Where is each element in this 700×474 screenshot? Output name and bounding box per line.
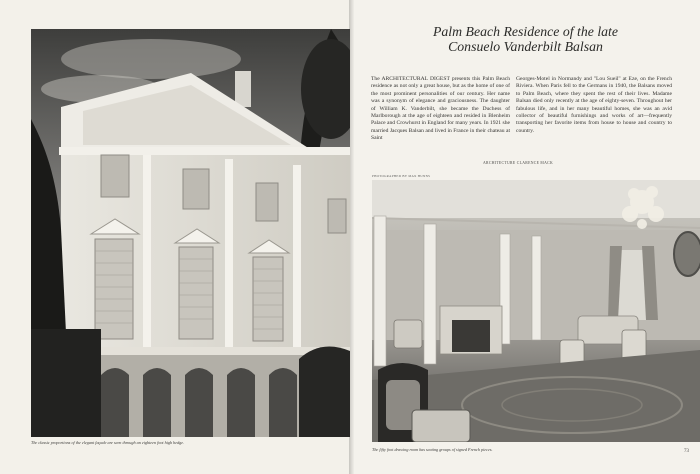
page-number: 73 [684, 449, 689, 454]
title-line-1: Palm Beach Residence of the late [432, 24, 619, 39]
right-photo-caption: The fifty foot drawing room has seating groups of signed French pieces. [372, 447, 493, 452]
drawing-room-photo [372, 180, 700, 442]
article-title [351, 24, 700, 54]
photo-credit: PHOTOGRAPHED BY MAX HUNNS [372, 174, 431, 178]
house-facade-photo [31, 29, 350, 437]
title-line-2: Consuelo Vanderbilt Balsan [448, 39, 603, 54]
article-body-column-1: The ARCHITECTURAL DIGEST presents this Palm Beach residence as not only a great house, but as the home of one of the most prominent personalities of our century. Her name was a synonym of elegance and graciousness. The daughter of William K. Vanderbilt, she became the Duchess of Marlborough at the age of eighteen and resided in Blenheim Palace and Crowhurst in England for many years. In 1921 she married Jacques Balsan and lived in France in their chateau at Saint [371, 76, 510, 142]
architecture-credit: ARCHITECTURE CLARENCE MACK [483, 161, 554, 165]
article-body-column-2: Georges-Motel in Normandy and "Lou Sueil" at Eze, on the French Riviera. When Paris fell to the Germans in 1940, the Balsans moved to Palm Beach, where they spent the rest of their lives. Madame Balsan died only recently at the age of eighty-seven. Throughout her fabulous life, and in her many beautiful homes, she was an avid collector of beautiful furnishings and works of art—frequently transporting her favorite items from house to house and country to country. [516, 76, 672, 134]
left-photo-caption: The classic proportions of the elegant façade are seen through an eighteen foot high hedge. [31, 440, 185, 445]
